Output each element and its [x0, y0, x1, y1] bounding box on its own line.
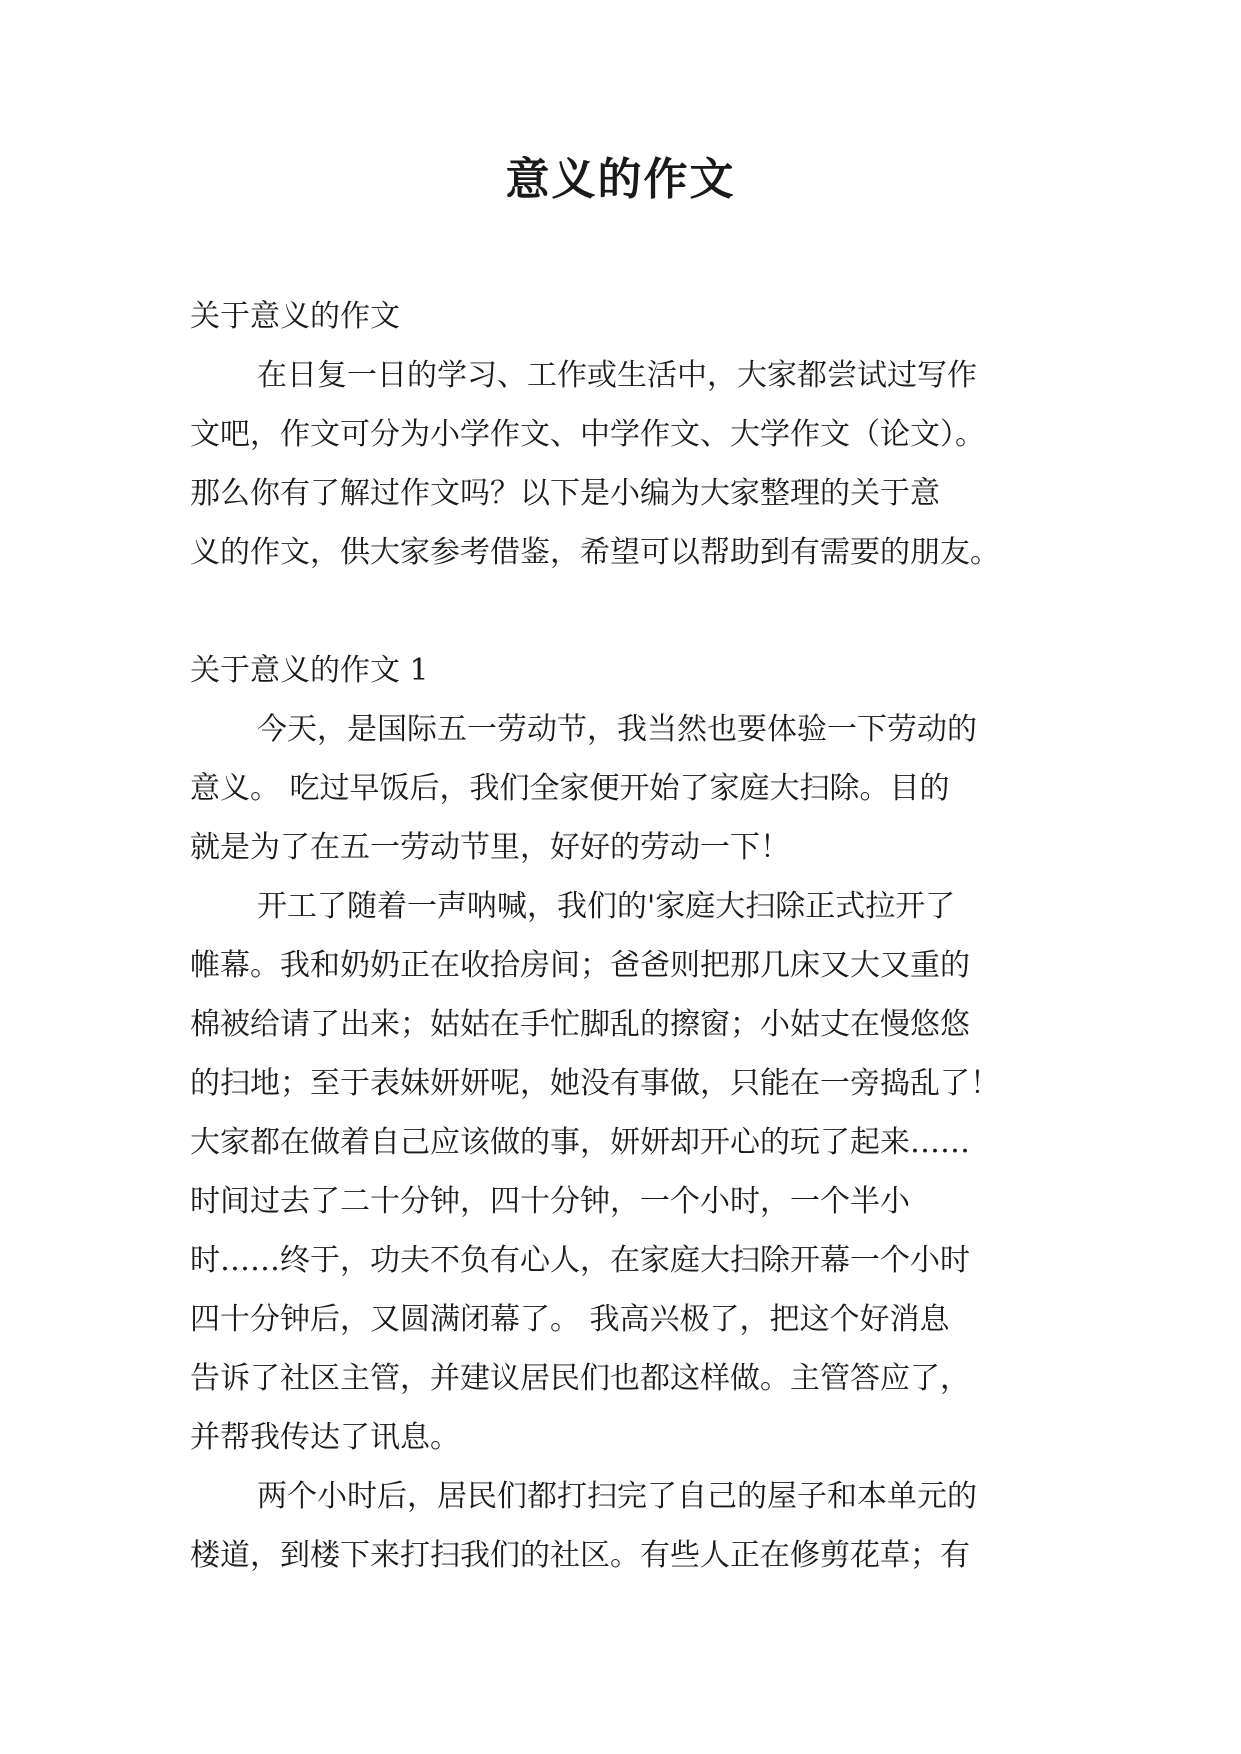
paragraph-line: 在日复一日的学习、工作或生活中，大家都尝试过写作 [257, 358, 977, 393]
paragraph-line: 义的作文，供大家参考借鉴，希望可以帮助到有需要的朋友。 [190, 535, 1000, 570]
paragraph-1 [190, 700, 1060, 877]
paragraph-line: 就是为了在五一劳动节里，好好的劳动一下！ [190, 830, 790, 865]
paragraph-2 [190, 877, 1060, 1467]
paragraph-3 [190, 1467, 1060, 1585]
paragraph-line: 时……终于，功夫不负有心人，在家庭大扫除开幕一个小时 [190, 1243, 970, 1278]
section-heading: 关于意义的作文 1 [190, 653, 429, 688]
paragraph-line: 意义。 吃过早饭后，我们全家便开始了家庭大扫除。目的 [190, 771, 950, 806]
spacer [190, 582, 1060, 641]
document-body [190, 287, 1060, 1585]
paragraph-line: 帷幕。我和奶奶正在收拾房间；爸爸则把那几床又大又重的 [190, 948, 970, 983]
paragraph-line: 楼道，到楼下来打扫我们的社区。有些人正在修剪花草；有 [190, 1538, 970, 1573]
paragraph-line: 告诉了社区主管，并建议居民们也都这样做。主管答应了， [190, 1361, 970, 1396]
paragraph-line: 并帮我传达了讯息。 [190, 1420, 460, 1455]
paragraph-line: 四十分钟后，又圆满闭幕了。 我高兴极了，把这个好消息 [190, 1302, 950, 1337]
intro-paragraph [190, 346, 1060, 582]
paragraph-line: 大家都在做着自己应该做的事，妍妍却开心的玩了起来…… [190, 1125, 970, 1160]
paragraph-line: 的扫地；至于表妹妍妍呢，她没有事做，只能在一旁捣乱了！ [190, 1066, 1000, 1101]
paragraph-line: 开工了随着一声呐喊，我们的'家庭大扫除正式拉开了 [257, 889, 956, 924]
paragraph-line: 棉被给请了出来；姑姑在手忙脚乱的擦窗；小姑丈在慢悠悠 [190, 1007, 970, 1042]
paragraph-line: 两个小时后，居民们都打扫完了自己的屋子和本单元的 [257, 1479, 977, 1514]
paragraph-line: 文吧，作文可分为小学作文、中学作文、大学作文（论文）。 [190, 417, 985, 452]
intro-heading: 关于意义的作文 [190, 299, 400, 334]
paragraph-line: 时间过去了二十分钟，四十分钟，一个小时，一个半小 [190, 1184, 910, 1219]
document-title: 意义的作文 [505, 154, 736, 205]
paragraph-line: 那么你有了解过作文吗？以下是小编为大家整理的关于意 [190, 476, 940, 511]
paragraph-line: 今天，是国际五一劳动节，我当然也要体验一下劳动的 [257, 712, 977, 747]
